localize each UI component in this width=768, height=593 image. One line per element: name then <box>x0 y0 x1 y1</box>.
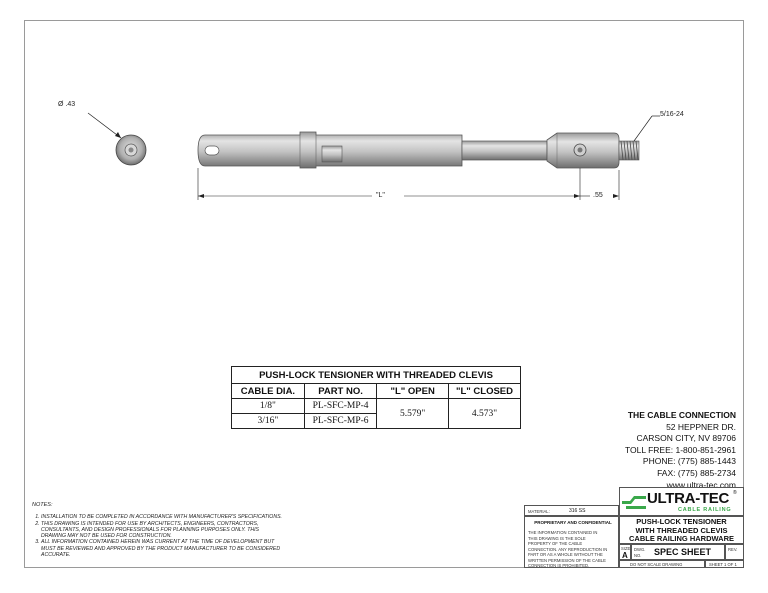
company-website[interactable]: www.ultra-tec.com <box>666 479 736 490</box>
proprietary-heading: PROPRIETARY AND CONFIDENTIAL <box>534 520 612 525</box>
scale-note: DO NOT SCALE DRAWING <box>630 562 683 567</box>
l-open-cell: 5.579" <box>377 399 449 429</box>
table-row <box>232 399 521 414</box>
company-address-line1: 52 HEPPNER DR. <box>666 421 736 432</box>
col-header-cable-dia: CABLE DIA. <box>232 384 305 399</box>
part-no-cell: PL-SFC-MP-4 <box>304 399 377 414</box>
dwg-label: DWG. <box>634 547 646 552</box>
thread-leader <box>634 116 652 141</box>
col-header-l-closed: "L" CLOSED <box>448 384 520 399</box>
no-label: NO. <box>634 553 642 558</box>
product-name-line2: WITH THREADED CLEVIS <box>635 525 728 535</box>
size-value: A <box>622 551 628 560</box>
material-label: MATERIAL: <box>528 509 550 514</box>
material-cell <box>524 505 619 516</box>
diameter-leader <box>88 113 121 138</box>
diameter-label: Ø .43 <box>58 101 76 108</box>
company-address-line2: CARSON CITY, NV 89706 <box>636 433 736 444</box>
scale-note-cell <box>619 560 705 568</box>
cable-dia-cell: 3/16" <box>232 414 305 429</box>
part-table <box>231 366 521 429</box>
company-info <box>625 410 736 491</box>
company-toll-free: TOLL FREE: 1-800-851-2961 <box>624 444 736 455</box>
company-fax: FAX: (775) 885-2734 <box>657 467 736 478</box>
note-item: 3. ALL INFORMATION CONTAINED HEREIN WAS CURRENT AT THE TIME OF DEVELOPMENT BUT MUST BE REVIEWED AND APPROVED BY THE PRODUCT MANUFACTURER TO BE CONSIDERED ACCURATE. <box>41 539 282 558</box>
logo-subtext: CABLE RAILING <box>678 507 732 513</box>
length-label: "L" <box>376 192 385 199</box>
cable-dia-cell: 1/8" <box>232 399 305 414</box>
table-title: PUSH-LOCK TENSIONER WITH THREADED CLEVIS <box>232 367 521 384</box>
logo-icon <box>622 492 646 510</box>
end-dimension-label: .55 <box>593 192 603 199</box>
end-view <box>116 135 146 165</box>
sheet-number: SHEET 1 OF 1 <box>709 562 737 567</box>
product-name-line3: CABLE RAILING HARDWARE <box>629 534 734 544</box>
col-header-part-no: PART NO. <box>304 384 377 399</box>
rev-label: REV. <box>728 547 738 552</box>
proprietary-text: THE INFORMATION CONTAINED IN THIS DRAWING IS THE SOLE PROPERTY OF THE CABLE CONNECTION. ANY REPRODUCTION IN PART OR AS A WHOLE WITHOUT THE WRITTEN PERMISSION OF THE CABLE CONNECTION IS PROHIBITED. <box>528 530 608 568</box>
size-label: SIZE <box>621 546 631 551</box>
dimension-lines <box>198 168 619 200</box>
rev-cell <box>725 544 744 560</box>
tensioner-body <box>198 132 639 168</box>
material-value: 316 SS <box>569 508 586 514</box>
sheet-number-cell <box>705 560 744 568</box>
l-closed-cell: 4.573" <box>448 399 520 429</box>
logo-cell <box>619 487 744 516</box>
company-name: THE CABLE CONNECTION <box>627 410 736 420</box>
notes <box>32 502 282 558</box>
col-header-l-open: "L" OPEN <box>377 384 449 399</box>
product-name-cell <box>619 516 744 544</box>
part-no-cell: PL-SFC-MP-6 <box>304 414 377 429</box>
company-phone: PHONE: (775) 885-1443 <box>642 456 736 467</box>
thread-label: 5/16-24 <box>660 111 684 118</box>
note-item: 2. THIS DRAWING IS INTENDED FOR USE BY ARCHITECTS, ENGINEERS, CONTRACTORS, CONSULTANTS, AND DESIGN PROFESSIONALS FOR PLANNING PURPOSES ONLY. THIS DRAWING MAY NOT BE USED FOR CONSTRUCTION. <box>41 521 282 540</box>
dwg-no-cell <box>631 544 725 560</box>
size-cell <box>619 544 631 560</box>
title-block <box>524 487 744 568</box>
proprietary-cell <box>524 516 619 568</box>
note-item: 1. INSTALLATION TO BE COMPLETED IN ACCORDANCE WITH MANUFACTURER'S SPECIFICATIONS. <box>41 514 282 520</box>
logo-registered-mark: ® <box>733 490 737 496</box>
notes-heading: NOTES: <box>32 502 53 508</box>
product-name-line1: PUSH-LOCK TENSIONER <box>636 517 727 526</box>
logo-text: ULTRA-TEC <box>647 490 730 507</box>
sheet-type: SPEC SHEET <box>654 547 712 557</box>
